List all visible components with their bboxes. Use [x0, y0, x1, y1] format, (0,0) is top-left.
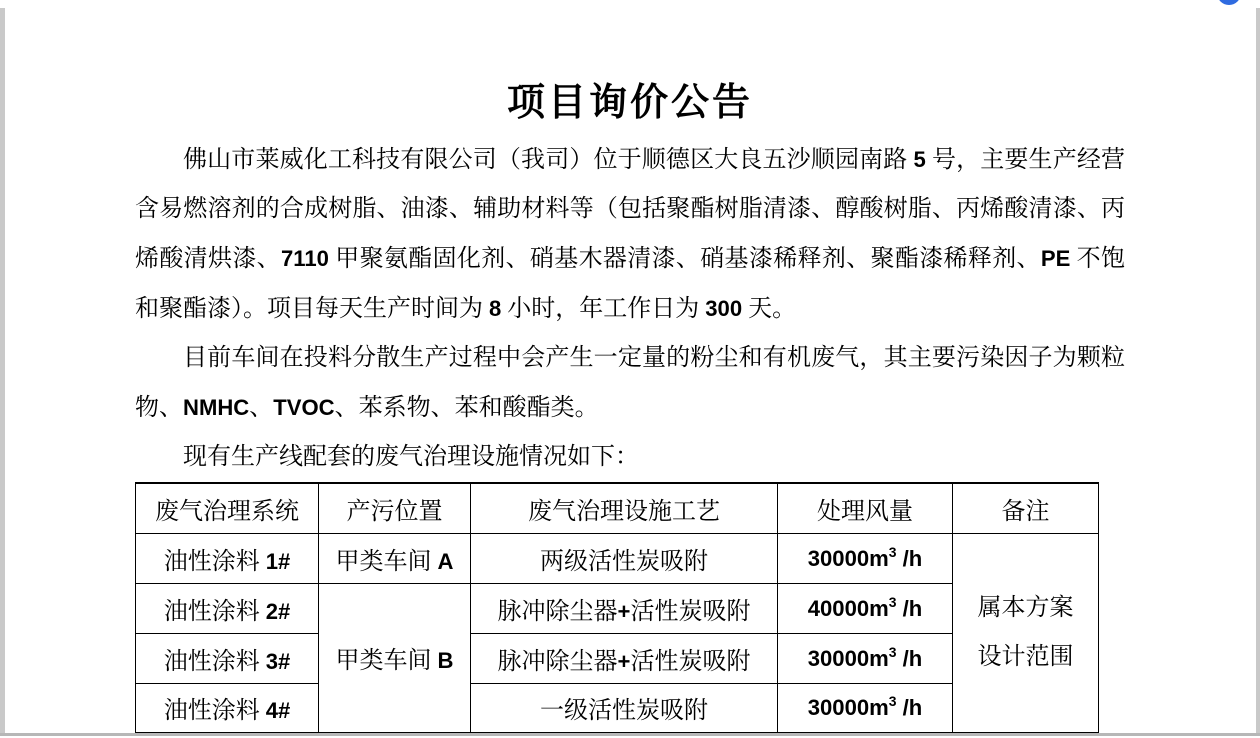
- waste-gas-treatment-table: [135, 482, 1099, 734]
- remark-line-1: 属本方案: [977, 594, 1074, 621]
- table-row: [136, 533, 1099, 583]
- header-remark: 备注: [953, 483, 1099, 533]
- cell-airflow: $30000m^3$ /h: [778, 633, 953, 683]
- document-body: [135, 135, 1125, 482]
- paragraph-pollution-factors: 目前车间在投料分散生产过程中会产生一定量的粉尘和有机废气，其主要污染因子为颗粒物、NMHC、TVOC、苯系物、苯和酸酯类。: [135, 345, 1125, 421]
- paragraph-company-intro: 佛山市莱威化工科技有限公司（我司）位于顺德区大良五沙顺园南路 5 号，主要生产经营含易燃溶剂的合成树脂、油漆、辅助材料等（包括聚酯树脂清漆、醇酸树脂、丙烯酸清漆、丙烯酸清烘漆、7110 甲聚氨酯固化剂、硝基木器清漆、硝基漆稀释剂、聚酯漆稀释剂、PE 不饱和聚酯漆）。项目每天生产时间为 8 小时，年工作日为 300 天。: [135, 147, 1126, 322]
- cell-process: 两级活性炭吸附: [471, 533, 778, 583]
- cell-process: 脉冲除尘器+活性炭吸附: [471, 583, 778, 633]
- table-header-row: [136, 483, 1099, 533]
- cell-airflow: $30000m^3$ /h: [778, 533, 953, 583]
- cell-process: 脉冲除尘器+活性炭吸附: [471, 633, 778, 683]
- header-process: 废气治理设施工艺: [471, 483, 778, 533]
- cell-system: 油性涂料 2#: [136, 583, 319, 633]
- cell-process: 一级活性炭吸附: [471, 683, 778, 733]
- cell-airflow: $30000m^3$ /h: [778, 683, 953, 733]
- paragraph-table-lead-in: 现有生产线配套的废气治理设施情况如下：: [183, 444, 639, 470]
- cell-system: 油性涂料 3#: [136, 633, 319, 683]
- header-location: 产污位置: [319, 483, 471, 533]
- cell-airflow: $40000m^3$ /h: [778, 583, 953, 633]
- cell-system: 油性涂料 4#: [136, 683, 319, 733]
- remark-cell: [953, 533, 1099, 733]
- header-system: 废气治理系统: [136, 483, 319, 533]
- cell-location: 甲类车间 A: [319, 533, 471, 583]
- cell-location-merged: 甲类车间 B: [319, 583, 471, 733]
- page-edge-right: [1256, 8, 1260, 734]
- header-airflow: 处理风量: [778, 483, 953, 533]
- document-title: 项目询价公告: [506, 82, 753, 124]
- remark-line-2: 设计范围: [977, 643, 1074, 670]
- page-edge-bottom: [0, 733, 1260, 736]
- cell-system: 油性涂料 1#: [136, 533, 319, 583]
- page-edge-left: [0, 8, 5, 734]
